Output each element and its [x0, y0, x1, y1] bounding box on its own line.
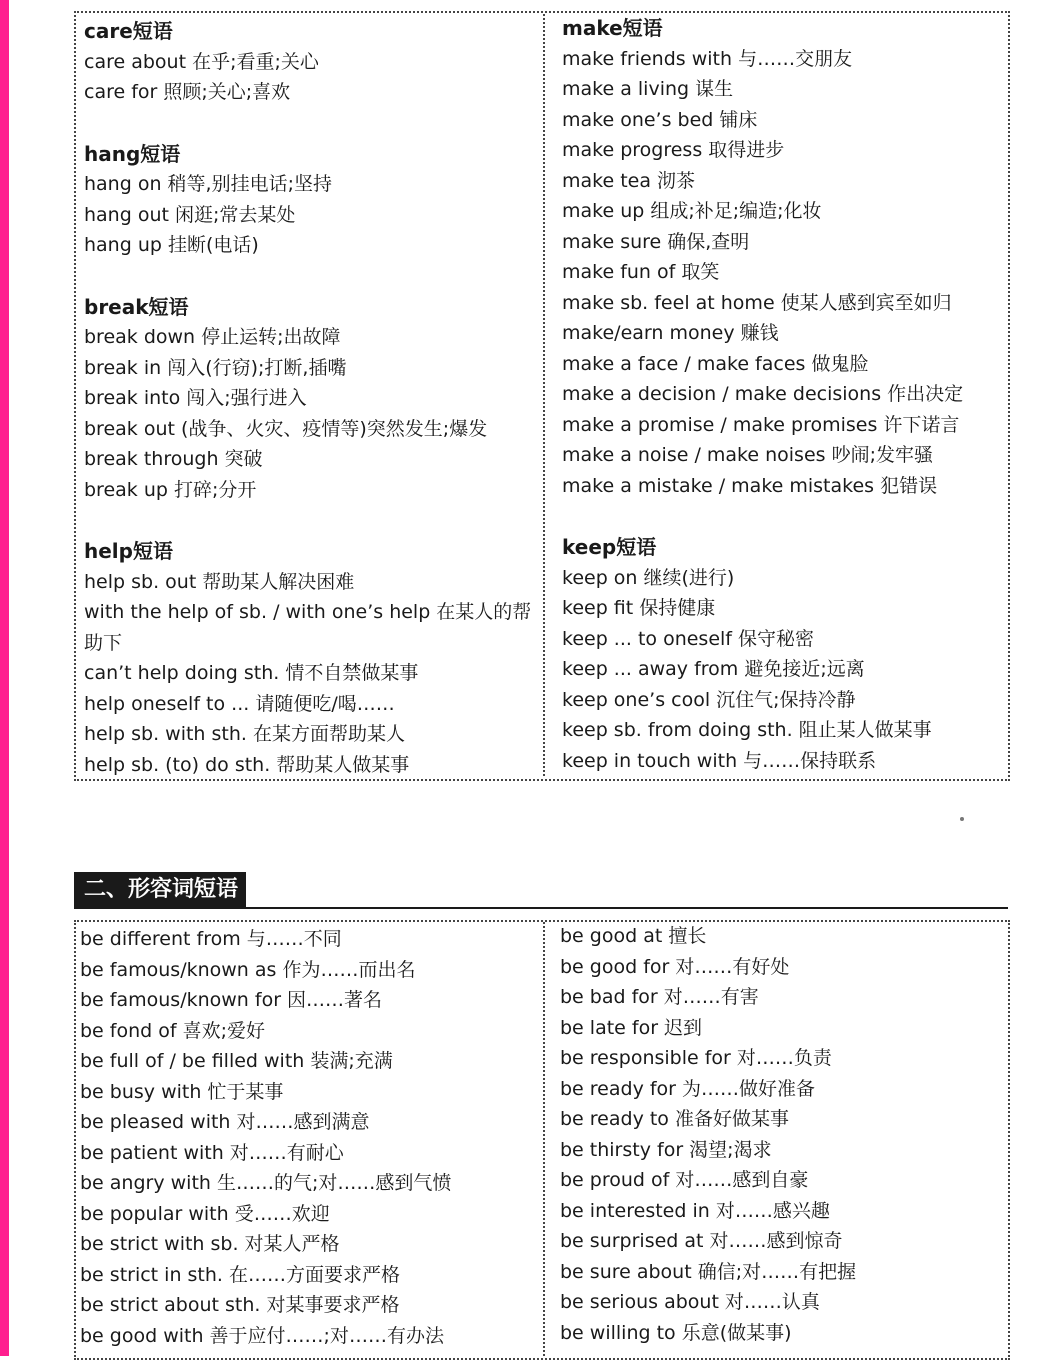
adjective-left-column	[80, 924, 536, 1351]
phrase-item: be sure about 确信;对……有把握	[560, 1260, 857, 1283]
phrase-item: break into 闯入;强行进入	[84, 387, 307, 409]
phrase-item: make friends with 与……交朋友	[562, 47, 853, 70]
phrase-item: with the help of sb. / with one’s help 在某人的帮助下	[84, 601, 532, 654]
phrase-item: be surprised at 对……感到惊奇	[560, 1230, 843, 1252]
group-spacer	[562, 501, 1002, 532]
phrase-item: keep one’s cool 沉住气;保持冷静	[562, 688, 856, 711]
phrase-item: make a noise / make noises 吵闹;发牢骚	[562, 444, 933, 466]
phrase-item: make sure 确保,查明	[562, 230, 750, 253]
phrase-item: break through 突破	[84, 448, 263, 470]
phrase-item: make progress 取得进步	[562, 139, 785, 161]
phrase-item: be famous/known for 因……著名	[80, 989, 383, 1011]
phrase-item: hang on 稍等,别挂电话;坚持	[84, 173, 332, 195]
phrase-item: can’t help doing sth. 情不自禁做某事	[84, 662, 419, 684]
phrase-item: be good with 善于应付……;对……有办法	[80, 1324, 444, 1347]
phrase-item: make a living 谋生	[562, 78, 734, 100]
phrase-item: keep ... to oneself 保守秘密	[562, 627, 815, 650]
group-heading: hang短语	[84, 141, 181, 166]
phrase-item: help sb. out 帮助某人解决困难	[84, 570, 355, 593]
phrase-item: be popular with 受……欢迎	[80, 1202, 330, 1225]
page-edge-stripe	[0, 0, 9, 1356]
phrase-item: make up 组成;补足;编造;化妆	[562, 200, 822, 222]
phrase-item: break up 打碎;分开	[84, 478, 257, 501]
phrase-item: make one’s bed 铺床	[562, 108, 758, 131]
group-spacer	[84, 108, 536, 139]
phrase-item: keep ... away from 避免接近;远离	[562, 658, 865, 680]
phrase-item: make sb. feel at home 使某人感到宾至如归	[562, 291, 952, 314]
phrase-item: hang up 挂断(电话)	[84, 234, 259, 256]
group-spacer	[84, 261, 536, 292]
phrase-item: be strict about sth. 对某事要求严格	[80, 1294, 400, 1316]
verb-right-column	[562, 13, 1002, 776]
phrase-item: help sb. with sth. 在某方面帮助某人	[84, 723, 405, 745]
phrase-item: make a promise / make promises 许下诺言	[562, 413, 960, 436]
phrase-item: be bad for 对……有害	[560, 986, 759, 1008]
phrase-item: break down 停止运转;出故障	[84, 326, 341, 348]
phrase-item: be famous/known as 作为……而出名	[80, 958, 416, 981]
phrase-item: be ready for 为……做好准备	[560, 1077, 816, 1100]
phrase-item: care for 照顾;关心;喜欢	[84, 81, 291, 103]
group-spacer	[84, 505, 536, 536]
phrase-item: make tea 沏茶	[562, 169, 696, 192]
phrase-item: make a decision / make decisions 作出决定	[562, 383, 964, 405]
phrase-item: be patient with 对……有耐心	[80, 1141, 344, 1164]
phrase-item: keep fit 保持健康	[562, 597, 716, 619]
phrase-item: be busy with 忙于某事	[80, 1080, 284, 1103]
phrase-item: break out (战争、火灾、疫情等)突然发生;爆发	[84, 417, 488, 440]
phrase-item: be thirsty for 渴望;渴求	[560, 1138, 772, 1161]
section-title-rule	[74, 907, 1008, 909]
phrase-item: be proud of 对……感到自豪	[560, 1169, 809, 1191]
group-heading: make短语	[562, 16, 663, 40]
phrase-item: keep sb. from doing sth. 阻止某人做某事	[562, 719, 932, 741]
phrase-item: be angry with 生……的气;对……感到气愤	[80, 1172, 452, 1194]
group-heading: help短语	[84, 539, 173, 563]
group-heading: keep短语	[562, 535, 657, 559]
phrase-item: keep in touch with 与……保持联系	[562, 749, 877, 772]
phrase-item: be full of / be filled with 装满;充满	[80, 1050, 393, 1072]
phrase-item: make a face / make faces 做鬼脸	[562, 352, 869, 375]
phrase-item: help sb. (to) do sth. 帮助某人做某事	[84, 753, 410, 776]
phrase-item: be willing to 乐意(做某事)	[560, 1321, 792, 1344]
phrase-item: be different from 与……不同	[80, 928, 342, 950]
phrase-item: be ready to 准备好做某事	[560, 1108, 789, 1130]
section-title: 二、形容词短语	[74, 872, 246, 908]
verb-left-column	[84, 16, 536, 780]
phrase-item: be pleased with 对……感到满意	[80, 1111, 370, 1133]
phrase-item: be interested in 对……感兴趣	[560, 1199, 830, 1222]
stray-dot	[960, 817, 964, 821]
adjective-right-column	[560, 921, 1000, 1348]
phrase-item: be strict in sth. 在……方面要求严格	[80, 1263, 400, 1286]
phrase-item: hang out 闲逛;常去某处	[84, 203, 296, 226]
group-heading: break短语	[84, 294, 189, 319]
phrase-item: be responsible for 对……负责	[560, 1047, 832, 1069]
phrase-item: keep on 继续(进行)	[562, 566, 735, 589]
adjective-phrase-divider	[543, 922, 545, 1356]
phrase-item: make/earn money 赚钱	[562, 322, 779, 344]
phrase-item: make a mistake / make mistakes 犯错误	[562, 474, 938, 497]
phrase-item: help oneself to ... 请随便吃/喝……	[84, 692, 395, 715]
group-heading: care短语	[84, 19, 173, 43]
phrase-item: be good for 对……有好处	[560, 955, 790, 978]
phrase-item: be serious about 对……认真	[560, 1291, 820, 1313]
phrase-item: break in 闯入(行窃);打断,插嘴	[84, 356, 347, 379]
phrase-item: make fun of 取笑	[562, 261, 720, 283]
phrase-item: be late for 迟到	[560, 1016, 703, 1039]
phrase-item: care about 在乎;看重;关心	[84, 50, 319, 73]
phrase-item: be strict with sb. 对某人严格	[80, 1233, 340, 1255]
phrase-item: be good at 擅长	[560, 925, 707, 947]
verb-phrase-divider	[543, 14, 545, 776]
phrase-item: be fond of 喜欢;爱好	[80, 1019, 265, 1042]
